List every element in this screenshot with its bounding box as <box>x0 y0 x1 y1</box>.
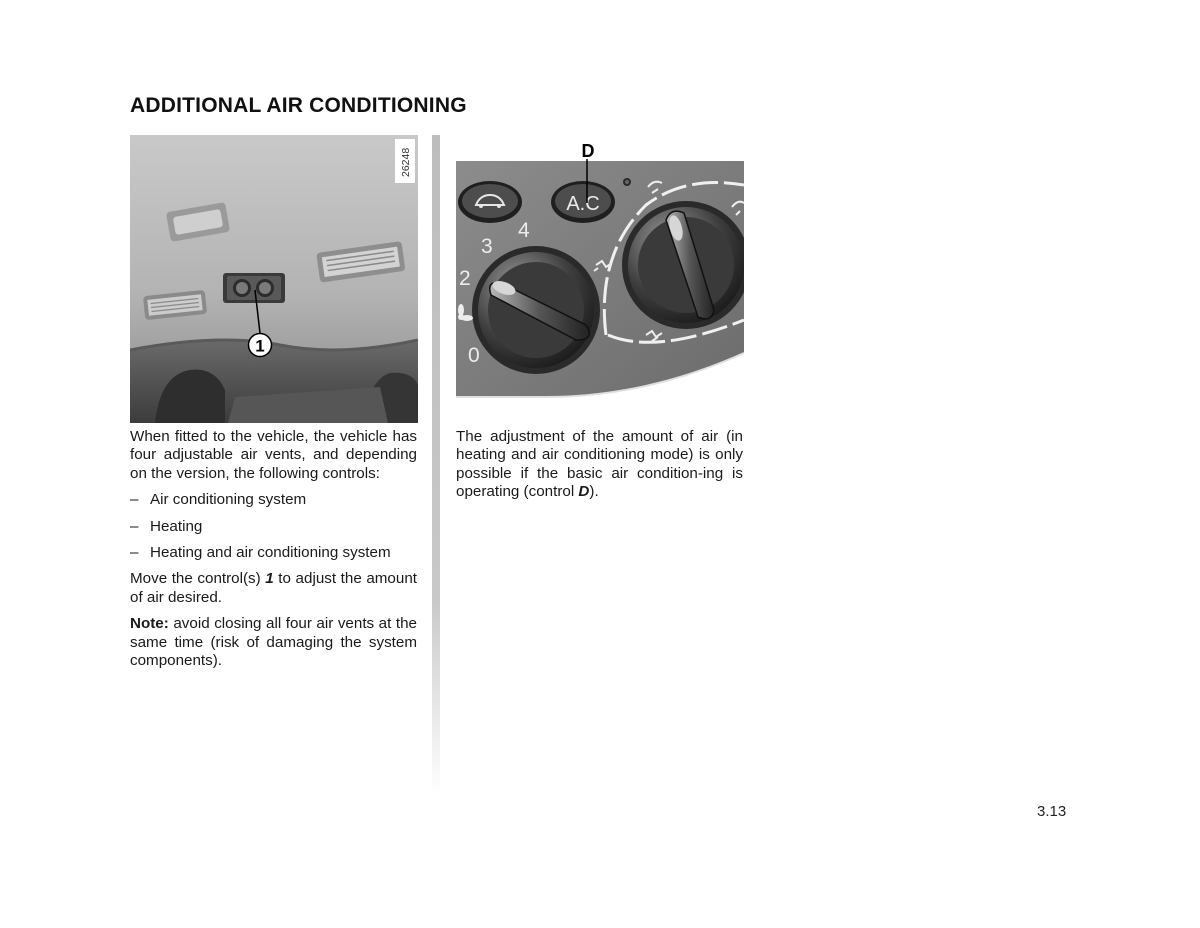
list-item <box>130 518 417 536</box>
list-item-text: Heating and air conditioning system <box>150 544 391 562</box>
callout-d-wrap <box>578 138 602 162</box>
page-title: ADDITIONAL AIR CONDITIONING <box>130 94 467 117</box>
list-dash: – <box>130 491 139 509</box>
list-item <box>130 544 417 562</box>
column-divider <box>432 135 440 795</box>
intro-paragraph: When fitted to the vehicle, the vehicle has four adjustable air vents, and depending on the version, the following controls: <box>130 428 417 482</box>
right-column-text <box>456 428 743 510</box>
list-dash: – <box>130 544 139 562</box>
list-item-text: Heating <box>150 517 203 535</box>
callout-1-label: 1 <box>255 336 265 356</box>
control-d-ref: D <box>578 483 590 501</box>
adjustment-paragraph <box>456 428 743 502</box>
list-dash: – <box>130 517 139 535</box>
list-item <box>130 491 417 509</box>
adjustment-text-post: ). <box>589 483 599 501</box>
left-column-text <box>130 428 417 678</box>
left-photo-overlay <box>130 135 418 423</box>
page-number: 3.13 <box>1037 803 1067 820</box>
note-paragraph <box>130 615 417 670</box>
move-text-pre: Move the control(s) <box>130 570 266 588</box>
dial-number-0: 0 <box>468 344 480 367</box>
ac-button-label: A.C <box>566 193 600 215</box>
heating-controls-illustration <box>456 135 744 400</box>
callout-d-label: D <box>581 141 595 161</box>
list-item-text: Air conditioning system <box>150 491 307 509</box>
move-control-paragraph <box>130 570 417 607</box>
note-label: Note: <box>130 615 169 633</box>
note-text: avoid closing all four air vents at the same time (risk of damaging the system components). <box>130 615 417 670</box>
dial-number-2: 2 <box>459 267 471 290</box>
adjustment-text-pre: The adjustment of the amount of air (in heating and air conditioning mode) is only possible if the basic air condition-ing is operating (control <box>456 428 743 501</box>
heating-controls-photo <box>456 135 744 400</box>
move-text-post: to adjust the amount of air desired. <box>130 570 417 606</box>
dial-number-3: 3 <box>481 235 493 258</box>
move-control-ref: 1 <box>265 570 274 588</box>
figure-ref-code: 26248 <box>400 147 412 177</box>
dial-number-4: 4 <box>518 219 530 242</box>
